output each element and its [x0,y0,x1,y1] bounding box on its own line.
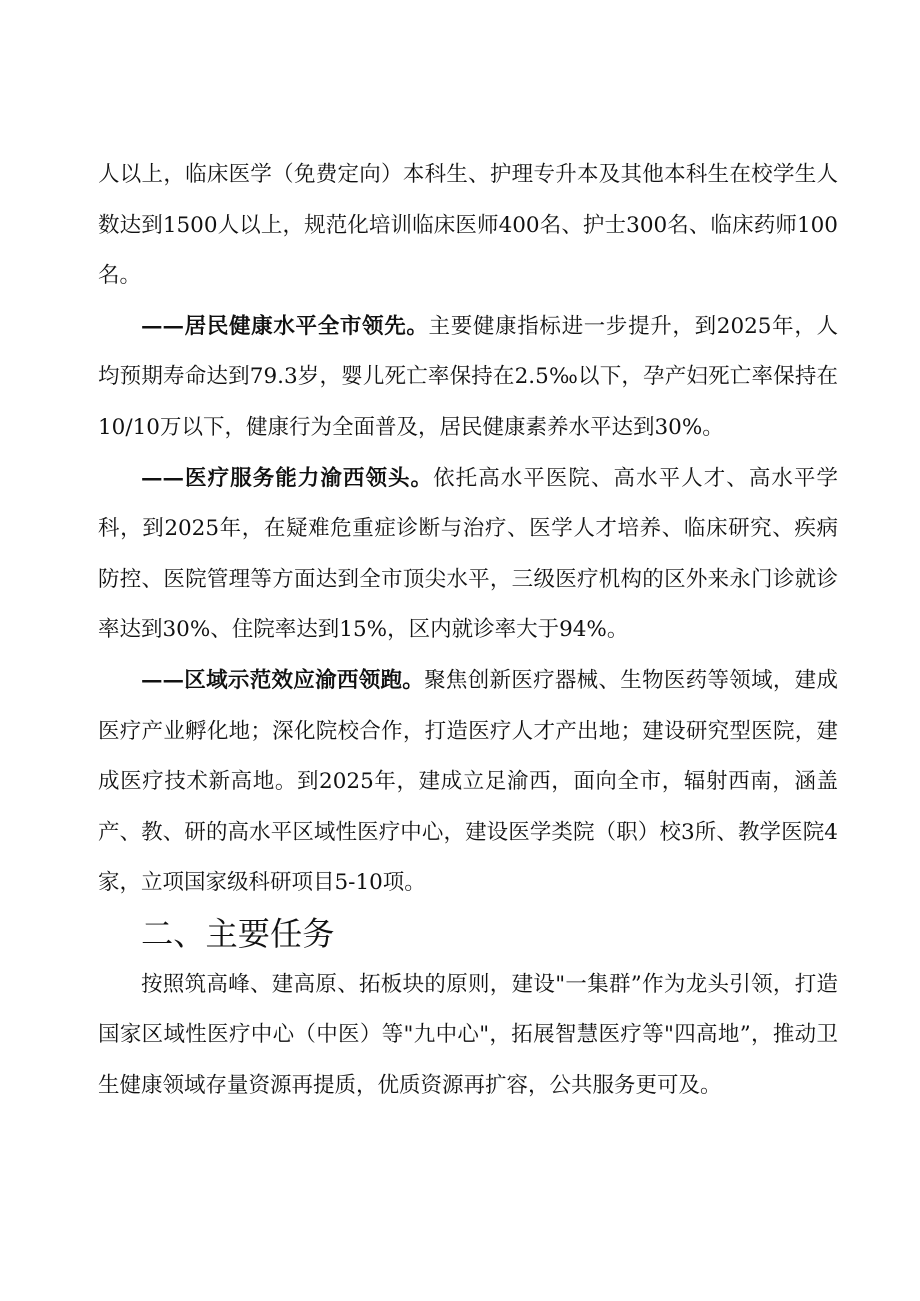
paragraph-main-tasks [98,960,838,1112]
paragraph-continuation [98,150,838,302]
paragraph-text: 人以上，临床医学（免费定向）本科生、护理专升本及其他本科生在校学生人数达到1500人以上，规范化培训临床医师400名、护士300名、临床药师100名。 [98,162,838,289]
paragraph-lead: ——居民健康水平全市领先。 [141,313,429,339]
paragraph-text: 聚焦创新医疗器械、生物医药等领域，建成医疗产业孵化地；深化院校合作，打造医疗人才产出地；建设研究型医院，建成医疗技术新高地。到2025年，建成立足渝西，面向全市，辐射西南，涵盖产、教、研的高水平区域性医疗中心，建设医学类院（职）校3所、教学医院4家，立项国家级科研项目5-10项。 [98,667,838,896]
paragraph-text: 按照筑高峰、建高原、拓板块的原则，建设"一集群”作为龙头引领，打造国家区域性医疗中心（中医）等"九中心"，拓展智慧医疗等"四高地”，推动卫生健康领域存量资源再提质，优质资源再扩容，公共服务更可及。 [98,971,838,1098]
paragraph-regional-demonstration [98,656,838,909]
paragraph-health-level [98,302,838,454]
document-body [98,150,838,1111]
paragraph-lead: ——区域示范效应渝西领跑。 [141,667,425,693]
section-heading: 二、主要任务 [141,914,335,953]
paragraph-text: 依托高水平医院、高水平人才、高水平学科，到2025年，在疑难危重症诊断与治疗、医学人才培养、临床研究、疾病防控、医院管理等方面达到全市顶尖水平，三级医疗机构的区外来永门诊就诊率达到30%、住院率达到15%，区内就诊率大于94%。 [98,465,838,643]
paragraph-lead: ——医疗服务能力渝西领头。 [141,465,434,491]
paragraph-medical-service [98,454,838,656]
paragraph-text: 主要健康指标进一步提升，到2025年，人均预期寿命达到79.3岁，婴儿死亡率保持在2.5‰以下，孕产妇死亡率保持在10/10万以下，健康行为全面普及，居民健康素养水平达到30%。 [98,313,838,440]
